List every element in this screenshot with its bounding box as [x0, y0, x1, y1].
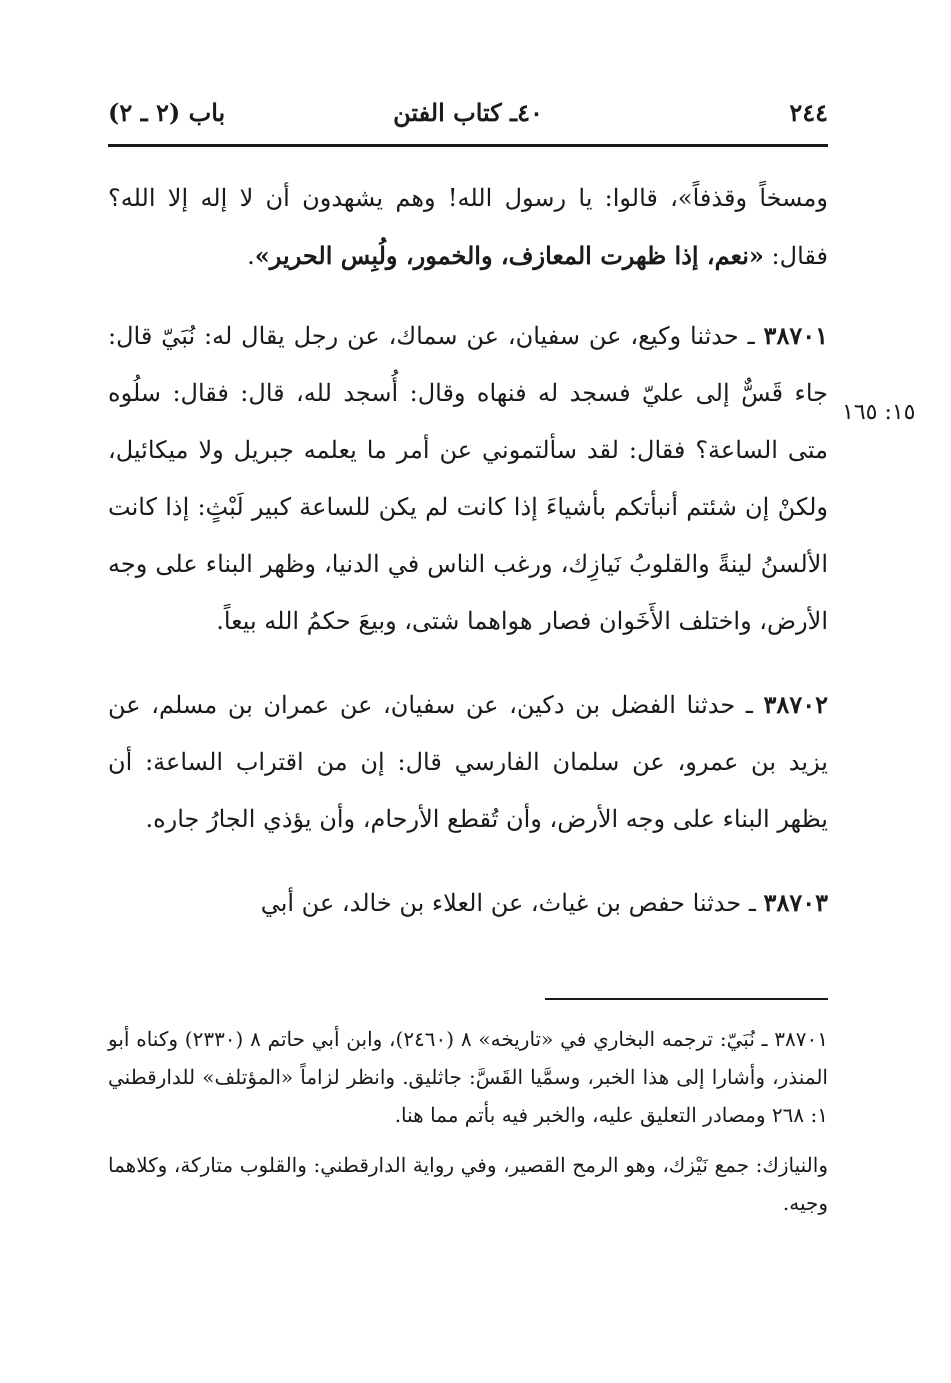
- book-title: ٤٠ـ كتاب الفتن: [393, 98, 543, 127]
- hadith-paragraph: [108, 307, 828, 650]
- footnote: ٣٨٧٠١ ـ نُبَيّ: ترجمه البخاري في «تاريخه» ٨ (٢٤٦٠)، وابن أبي حاتم ٨ (٢٣٣٠) وكناه أبو المنذر، وأشارا إلى هذا الخبر، وسمَّيا القَسَّ: جاثليق. وانظر لزاماً «المؤتلف» للدارقطني ١: ٢٦٨ ومصادر التعليق عليه، والخبر فيه بأتم مما هنا.: [108, 1027, 829, 1127]
- margin-reference: ١٥: ١٦٥: [842, 400, 916, 425]
- hadith-number: ٣٨٧٠٢: [763, 690, 828, 719]
- hadith-text: ـ حدثنا وكيع، عن سفيان، عن سماك، عن رجل يقال له: نُبَيّ قال: جاء قَسٌّ إلى عليّ فسجد له فنهاه وقال: أُسجد لله، قال: فقال: سلُوه متى الساعة؟ فقال: لقد سألتموني عن أمر ما يعلمه جبريل ولا ميكائيل، ولكنْ إن شئتم أنبأتكم بأشياءَ إذا كانت لم يكن للساعة كبير لَبْثٍ: إذا كانت الألسنُ لينةً والقلوبُ نَيازِك، ورغب الناس في الدنيا، وظهر البناء على وجه الأرض، واختلف الأَخَوان فصار هواهما شتى، وبيعَ حكمُ الله بيعاً.: [108, 322, 828, 635]
- hadith-text: ـ حدثنا حفص بن غياث، عن العلاء بن خالد، عن أبي: [260, 889, 756, 917]
- hadith-text: ـ حدثنا الفضل بن دكين، عن سفيان، عن عمران بن مسلم، عن يزيد بن عمرو، عن سلمان الفارسي قال: إن من اقتراب الساعة: أن يظهر البناء على وجه الأرض، وأن تُقطع الأرحام، وأن يؤذي الجارُ جاره.: [108, 691, 828, 833]
- continuation-intro: ومسخاً وقذفاً»، قالوا: يا رسول الله! وهم يشهدون أن لا إله إلا الله؟ فقال:: [108, 184, 828, 270]
- header-rule: [108, 144, 828, 147]
- hadith-number: ٣٨٧٠١: [763, 321, 828, 350]
- page-number: ٢٤٤: [789, 98, 828, 127]
- footnote-rule: [545, 998, 828, 1000]
- page-header: [108, 98, 828, 138]
- chapter-title: باب (٢ ـ ٢): [108, 98, 226, 127]
- continuation-end: .: [247, 242, 255, 270]
- footnotes: [108, 1020, 828, 1234]
- continuation-paragraph: [108, 170, 828, 285]
- main-text: [108, 170, 828, 958]
- hadith-paragraph: [108, 874, 828, 932]
- continuation-quote: «نعم، إذا ظهرت المعازف، والخمور، ولُبِس الحرير»: [254, 241, 764, 270]
- hadith-paragraph: [108, 676, 828, 848]
- hadith-number: ٣٨٧٠٣: [763, 888, 828, 917]
- footnote: والنيازك: جمع نَيْزك، وهو الرمح القصير، وفي رواية الدارقطني: والقلوب متاركة، وكلاهما وجيه.: [108, 1153, 828, 1215]
